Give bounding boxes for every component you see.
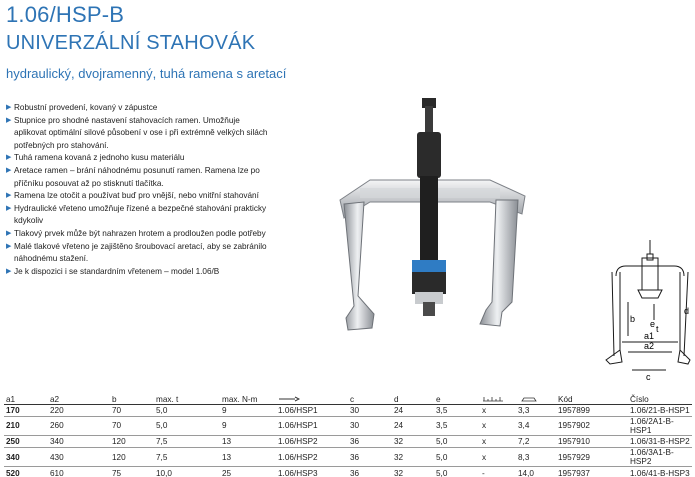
cell-code: 1957902: [556, 416, 628, 435]
cell-weight: 7,2: [516, 435, 556, 447]
product-description: hydraulický, dvojramenný, tuhá ramena s aretací: [6, 66, 287, 81]
header-e: e: [434, 390, 480, 404]
cell-b: 70: [110, 416, 154, 435]
cell-a2: 220: [48, 404, 110, 416]
cell-weight: 3,4: [516, 416, 556, 435]
cell-scale: x: [480, 435, 516, 447]
triangle-right-icon: ▶: [6, 104, 12, 111]
cell-spindle: 1.06/HSP2: [276, 435, 348, 447]
dim-c-label: c: [646, 372, 651, 382]
header-max-nm: max. N-m: [220, 390, 276, 404]
cell-d: 32: [394, 468, 404, 477]
header-a2: a2: [48, 390, 110, 404]
cell-max-nm: 9: [220, 416, 276, 435]
cell-a1: 340: [4, 448, 48, 467]
triangle-right-icon: ▶: [6, 267, 12, 275]
triangle-right-icon: ▶: [6, 229, 12, 237]
feature-item: ▶ Malé tlakové vřeteno je zajištěno šroubovací aretací, aby se zabránilo náhodnému stažení.: [6, 241, 267, 264]
table-row: [4, 435, 692, 447]
feature-list: [6, 102, 274, 278]
header-c: c: [348, 390, 392, 404]
cell-d: 32: [392, 448, 434, 467]
cell-d: 24: [392, 404, 434, 416]
cell-number: 1.06/41-B-HSP3: [630, 468, 690, 477]
product-name-heading: UNIVERZÁLNÍ STAHOVÁK: [6, 32, 256, 54]
cell-number: 1.06/2A1-B-HSP1: [628, 416, 692, 435]
triangle-right-icon: ▶: [6, 166, 12, 174]
header-a1: a1: [4, 390, 48, 404]
triangle-right-icon: ▶: [6, 192, 12, 200]
triangle-right-icon: ▶: [6, 204, 12, 212]
header-spindle: [276, 390, 348, 404]
table-row: [4, 416, 692, 435]
cell-a2: 430: [48, 448, 110, 467]
cell-code: 1957929: [556, 448, 628, 467]
cell-b: 75: [112, 468, 122, 477]
feature-item: ▶ Hydraulické vřeteno umožňuje řízené a bezpečné stahování prakticky kdykoliv: [6, 203, 267, 226]
cell-a2: 260: [48, 416, 110, 435]
dim-e-label: e: [650, 319, 656, 329]
cell-d: 24: [392, 416, 434, 435]
spindle-icon: [278, 396, 300, 402]
table-row: [4, 467, 692, 477]
table-header-row: [4, 390, 692, 404]
cell-code: 1957910: [556, 435, 628, 447]
cell-e: 5,0: [434, 448, 480, 467]
cell-c: 36: [348, 448, 392, 467]
cell-max-nm: 13: [220, 435, 276, 447]
header-scale: [480, 390, 516, 404]
cell-c: 30: [348, 416, 392, 435]
cell-e: 3,5: [434, 416, 480, 435]
triangle-right-icon: ▶: [6, 116, 12, 124]
cell-max-nm: 13: [220, 448, 276, 467]
cell-c: 30: [348, 404, 392, 416]
cell-code: 1957937: [558, 468, 590, 477]
cell-max-t: 5,0: [154, 404, 220, 416]
cell-scale: x: [480, 448, 516, 467]
header-weight: [516, 390, 556, 404]
cell-number: 1.06/3A1-B-HSP2: [628, 448, 692, 467]
cell-spindle: 1.06/HSP2: [276, 448, 348, 467]
dim-b-label: b: [630, 314, 636, 324]
cell-weight: 14,0: [518, 468, 534, 477]
cell-a1: 520: [6, 468, 20, 477]
cell-a2: 610: [50, 468, 64, 477]
hydraulic-puller-image: [300, 96, 560, 346]
cell-d: 32: [392, 435, 434, 447]
header-d: d: [392, 390, 434, 404]
cell-max-t: 7,5: [154, 435, 220, 447]
header-b: b: [110, 390, 154, 404]
cell-e: 3,5: [434, 404, 480, 416]
cell-spindle: 1.06/HSP1: [276, 404, 348, 416]
feature-item: ▶ Stupnice pro shodné nastavení stahovacích ramen. Umožňuje aplikovat optimální silové působení v ose i při extrémně velkých silách potřebných pro stahování.: [6, 115, 268, 150]
feature-item: ▶ Robustní provedení, kovaný v zápustce: [6, 102, 274, 115]
feature-item: ▶ Tlakový prvek může být nahrazen hrotem a prodloužen podle potřeby: [6, 228, 274, 241]
dim-t-label: t: [656, 324, 659, 334]
cell-e: 5,0: [434, 435, 480, 447]
cell-max-t: 5,0: [154, 416, 220, 435]
table-row: [4, 448, 692, 467]
cell-scale: x: [480, 404, 516, 416]
cell-c: 36: [348, 435, 392, 447]
cell-spindle: 1.06/HSP3: [278, 468, 318, 477]
feature-item: ▶ Je k dispozici i se standardním vřetenem – model 1.06/B: [6, 266, 274, 279]
cell-e: 5,0: [436, 468, 448, 477]
dim-a2-label: a2: [644, 341, 655, 351]
ruler-icon: [482, 396, 504, 402]
product-model-title: 1.06/HSP-B: [6, 2, 125, 27]
cell-a2: 340: [48, 435, 110, 447]
cell-code: 1957899: [556, 404, 628, 416]
cell-spindle: 1.06/HSP1: [276, 416, 348, 435]
cell-a1: 210: [4, 416, 48, 435]
cell-number: 1.06/31-B-HSP2: [628, 435, 692, 447]
cell-scale: x: [480, 416, 516, 435]
feature-item: ▶ Ramena lze otočit a používat buď pro vnější, nebo vnitřní stahování: [6, 190, 274, 203]
header-code: Kód: [556, 390, 628, 404]
cell-b: 70: [110, 404, 154, 416]
cell-max-t: 10,0: [156, 468, 172, 477]
cell-c: 36: [350, 468, 360, 477]
cell-weight: 3,3: [516, 404, 556, 416]
specification-table: [4, 390, 692, 477]
cell-weight: 8,3: [516, 448, 556, 467]
cell-b: 120: [110, 435, 154, 447]
dimension-diagram: [592, 238, 692, 384]
feature-item: ▶ Tuhá ramena kovaná z jednoho kusu materiálu: [6, 152, 274, 165]
triangle-right-icon: ▶: [6, 242, 12, 250]
cell-max-nm: 25: [222, 468, 232, 477]
triangle-right-icon: ▶: [6, 154, 12, 162]
cell-max-t: 7,5: [154, 448, 220, 467]
dim-d-label: d: [684, 306, 690, 316]
dim-a1-label: a1: [644, 331, 655, 341]
cell-a1: 250: [4, 435, 48, 447]
header-max-t: max. t: [154, 390, 220, 404]
header-number: Číslo: [628, 390, 692, 404]
cell-scale: -: [482, 468, 485, 477]
table-row: [4, 404, 692, 416]
cell-max-nm: 9: [220, 404, 276, 416]
cell-number: 1.06/21-B-HSP1: [628, 404, 692, 416]
cell-a1: 170: [4, 404, 48, 416]
feature-item: ▶ Aretace ramen – brání náhodnému posunutí ramen. Ramena lze po příčníku posouvat až po stisknutí tlačítka.: [6, 165, 260, 188]
scale-icon: [518, 396, 540, 402]
cell-b: 120: [110, 448, 154, 467]
